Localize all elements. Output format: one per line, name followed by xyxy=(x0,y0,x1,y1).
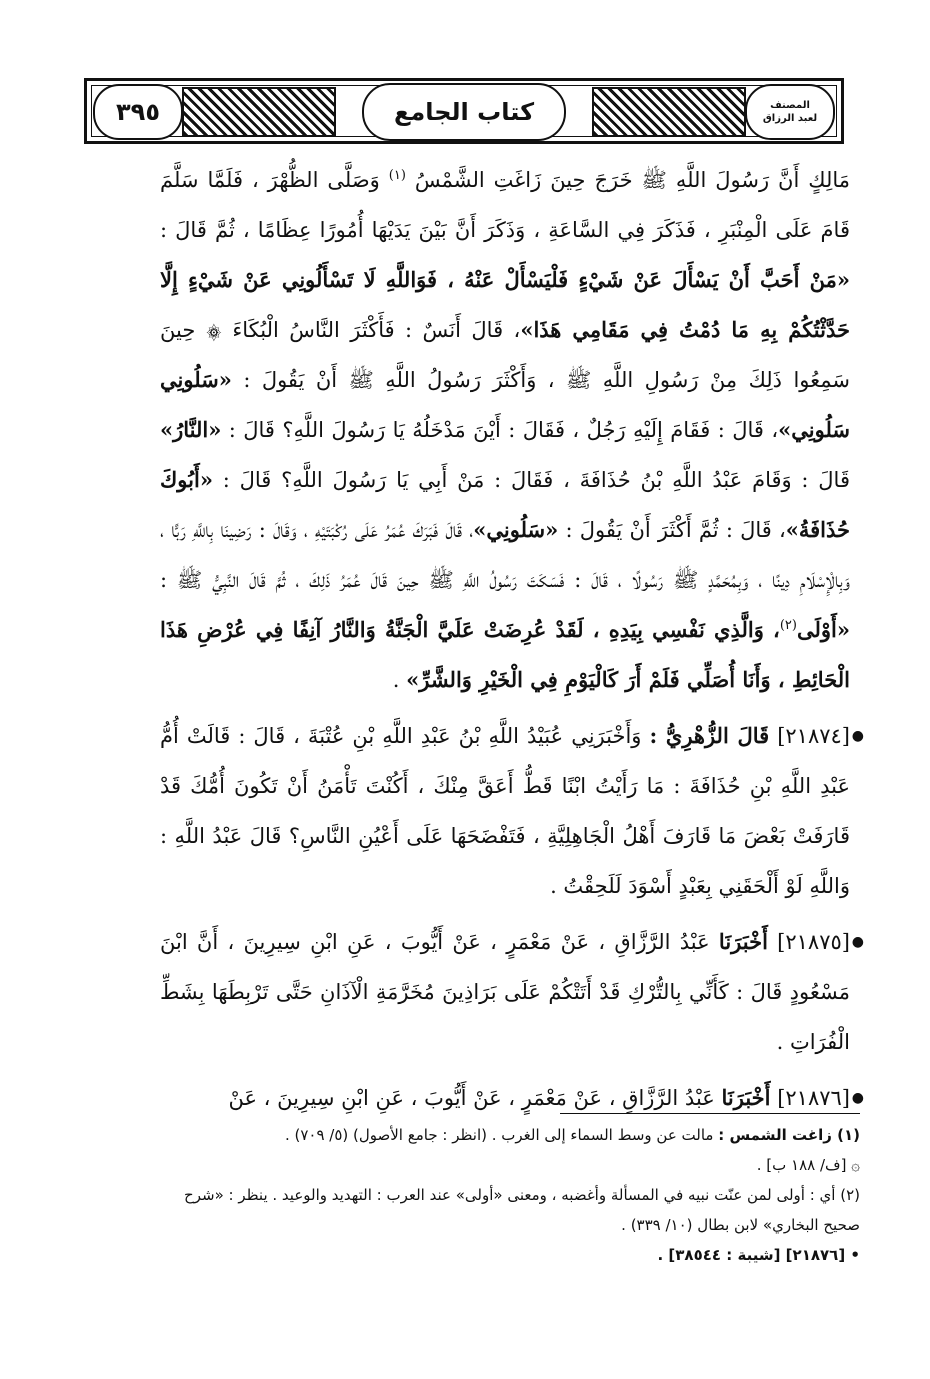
book-title: كتاب الجامع xyxy=(393,98,535,126)
hadith-intro: أَخْبَرَنَا xyxy=(721,1085,771,1110)
publisher-logo xyxy=(745,84,835,140)
bullet-icon: ● xyxy=(851,728,864,744)
text-segment: مَالِكٍ أَنَّ رَسُولَ اللَّهِ ﷺ خَرَجَ حِينَ زَاغَتِ الشَّمْسُ xyxy=(414,168,850,192)
prophetic-speech: «أَبُوكَ حُذَافَةُ» xyxy=(160,467,850,542)
prophetic-speech: «سَلُونِي» xyxy=(473,517,559,542)
hadith-text: عَبْدُ الرَّزَّاقِ ، عَنْ مَعْمَرٍ ، عَنْ أَيُّوبَ ، عَنِ ابْنِ سِيرِينَ ، عَنْ xyxy=(228,1086,715,1110)
logo-line2: لعبد الرزاق xyxy=(762,113,818,124)
prophetic-speech: «أَوْلَى xyxy=(796,617,850,642)
text-segment: ، قَالَ : فَقَامَ إِلَيْهِ رَجُلٌ ، فَقَالَ : أَيْنَ مَدْخَلُهُ يَا رَسُولَ اللَّهِ؟ قَالَ : xyxy=(228,418,779,442)
logo-line1: المصنف xyxy=(770,100,810,111)
footnote-ref-1[interactable]: (١) xyxy=(388,168,406,183)
hadith-number: [٢١٨٧٤] xyxy=(777,724,850,748)
bullet-icon: ● xyxy=(851,934,864,950)
prophetic-speech: ، وَالَّذِي نَفْسِي بِيَدِهِ ، لَقَدْ عُرِضَتْ عَلَيَّ الْجَنَّةُ وَالنَّارُ آنِفًا فِي عُرْضِ هَذَا الْحَائِطِ ، وَأَنَا أُصَلِّي فَلَمْ أَرَ كَالْيَوْمِ فِي الْخَيْرِ وَالشَّرِّ» xyxy=(160,617,850,692)
hadith-text: وَأَخْبَرَنِي عُبَيْدُ اللَّهِ بْنُ عَبْدِ اللَّهِ بْنِ عُتْبَةَ ، قَالَ : قَالَتْ أُمُّ عَبْدِ اللَّهِ بْنِ حُذَافَةَ : مَا رَأَيْتُ ابْنًا قَطُّ أَعَقَّ مِنْكَ ، أَكُنْتَ تَأْمَنُ أَنْ تَكُونَ أُمُّكَ قَدْ قَارَفَتْ بَعْضَ مَا قَارَفَ أَهْلُ الْجَاهِلِيَّةِ ، فَتَفْضَحَهَا عَلَى أَعْيُنِ النَّاسِ؟ قَالَ عَبْدُ اللَّهِ : وَاللَّهِ لَوْ أَلْحَقَنِي بِعَبْدٍ أَسْوَدَ لَلَحِقْتُ . xyxy=(160,724,850,898)
hadith-21876 xyxy=(160,1073,864,1123)
text-segment: ، قَالَ أَنَسٌ : فَأَكْثَرَ النَّاسُ الْبُكَاءَ ۞ حِينَ سَمِعُوا ذَلِكَ مِنْ رَسُولِ اللَّهِ ﷺ ، وَأَكْثَرَ رَسُولُ اللَّهِ ﷺ أَنْ يَقُولَ : xyxy=(160,318,850,392)
footnote-divider xyxy=(560,1113,860,1114)
text-segment: ، قَالَ : ثُمَّ أَكْثَرَ أَنْ يَقُولَ : xyxy=(565,518,786,542)
page-header xyxy=(84,78,844,144)
book-title-medallion xyxy=(362,83,566,141)
text-segment: وَصَلَّى الظُّهْرَ ، فَلَمَّا سَلَّمَ قَامَ عَلَى الْمِنْبَرِ ، فَذَكَرَ فِي السَّاعَةِ ، وَذَكَرَ أَنَّ بَيْنَ يَدَيْهَا أُمُورًا عِظَامًا ، ثُمَّ قَالَ : xyxy=(160,168,850,242)
hadith-number: [٢١٨٧٥] xyxy=(777,930,850,954)
prophetic-speech: «النَّارُ» xyxy=(160,417,222,442)
footnote-1-label: (١) زاغت الشمس : xyxy=(718,1126,860,1144)
hadith-text: عَبْدُ الرَّزَّاقِ ، عَنْ مَعْمَرٍ ، عَنْ أَيُّوبَ ، عَنِ ابْنِ سِيرِينَ ، أَنَّ ابْنَ مَسْعُودٍ قَالَ : كَأَنِّي بِالتُّرْكِ قَدْ أَتَتْكُمْ عَلَى بَرَاذِينَ مُخَرَّمَةِ الْآذَانِ حَتَّى تَرْبِطَهَا بِشَطِّ الْفُرَاتِ . xyxy=(160,930,850,1054)
header-ornament-left xyxy=(182,87,336,137)
hadith-21875 xyxy=(160,917,864,1067)
cross-reference: • [٢١٨٧٦] [شيبة : ٣٨٥٤٤] . xyxy=(657,1246,860,1264)
main-text xyxy=(160,155,864,1123)
footnote-ref-2[interactable]: (٢) xyxy=(779,618,797,633)
text-segment: ، قَالَ فَبَرَكَ عُمَرُ عَلَى رُكْبَتَيْهِ ، وَقَالَ : رَضِينَا بِاللَّهِ رَبًّا ، وَبِالْإِسْلَامِ دِينًا ، وَبِمُحَمَّدٍ ﷺ رَسُولًا ، قَالَ : فَسَكَتَ رَسُولُ اللَّهِ ﷺ حِينَ قَالَ عُمَرُ ذَلِكَ ، ثُمَّ قَالَ النَّبِيُّ ﷺ : xyxy=(160,518,850,592)
header-ornament-right xyxy=(592,87,746,137)
footnote-1-text: مالت عن وسط السماء إلى الغرب . (انظر : جامع الأصول) (٥/ ٧٠٩) . xyxy=(284,1126,714,1144)
hadith-21874 xyxy=(160,711,864,911)
folio-marker: ۞ [ف/ ١٨٨ ب] . xyxy=(756,1156,860,1174)
footnotes xyxy=(160,1120,860,1270)
paragraph-continuation xyxy=(160,155,850,705)
hadith-intro: أَخْبَرَنَا xyxy=(718,929,768,954)
hadith-intro: قَالَ الزُّهْرِيُّ : xyxy=(649,723,770,748)
footnote-2: (٢) أي : أولى لمن عنّت نبيه في المسألة وأغضبه ، ومعنى «أولى» عند العرب : التهديد والوعيد . ينظر : «شرح صحيح البخاري» لابن بطال (١٠/ ٣٣٩) . xyxy=(184,1186,860,1234)
footnote-1 xyxy=(160,1120,860,1150)
bullet-icon: ● xyxy=(851,1090,864,1106)
hadith-number: [٢١٨٧٦] xyxy=(777,1086,850,1110)
prophetic-speech: «سَلُونِي سَلُونِي» xyxy=(160,367,850,442)
page-number: ٣٩٥ xyxy=(93,84,183,140)
text-segment: قَالَ : وَقَامَ عَبْدُ اللَّهِ بْنُ حُذَافَةَ ، فَقَالَ : مَنْ أَبِي يَا رَسُولَ اللَّهِ؟ قَالَ : xyxy=(222,468,850,492)
prophetic-speech: «مَنْ أَحَبَّ أَنْ يَسْأَلَ عَنْ شَيْءٍ فَلْيَسْأَلْ عَنْهُ ، فَوَاللَّهِ لَا تَسْأَلُونِي عَنْ شَيْءٍ إِلَّا حَدَّثْتُكُمْ بِهِ مَا دُمْتُ فِي مَقَامِي هَذَا» xyxy=(160,267,850,342)
text-segment: . xyxy=(392,668,407,692)
